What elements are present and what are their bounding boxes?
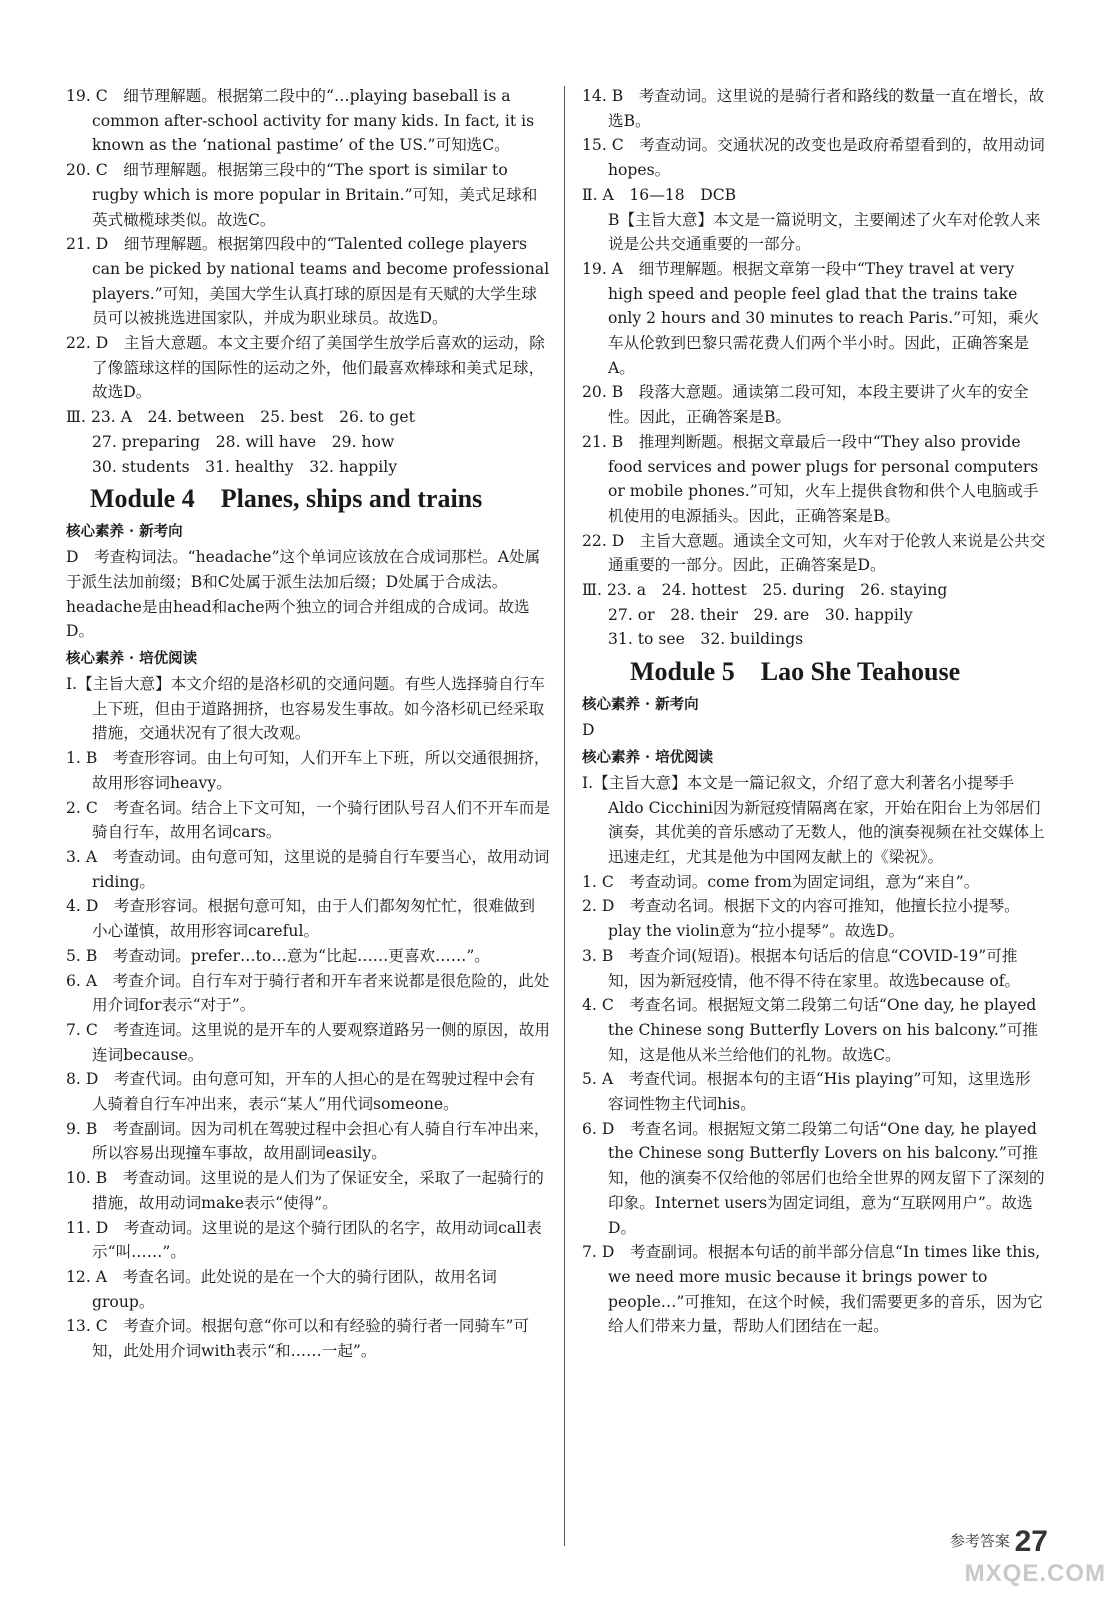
module-title: Module 5 Lao She Teahouse bbox=[630, 657, 961, 687]
answer-item: 21. D 细节理解题。根据第四段中的“Talented college players can be picked by national teams and become professional players.”可知，美国大学生认真打球的原因是有天赋的大学生球员可以被挑选进国家队，并成为职业球员。故选D。 bbox=[66, 235, 550, 328]
answer-item: 5. B 考查动词。prefer…to…意为“比起……更喜欢……”。 bbox=[66, 946, 490, 965]
answer-item: 9. B 考查副词。因为司机在驾驶过程中会担心有人骑自行车冲出来，所以容易出现撞车事故，故用副词easily。 bbox=[66, 1119, 550, 1163]
section-item: Ⅰ.【主旨大意】本文是一篇记叙文，介绍了意大利著名小提琴手Aldo Cicchini因为新冠疫情隔离在家，开始在阳台上为邻居们演奏，其优美的音乐感动了无数人，他的演奏视频在社交媒体上迅速走红，尤其是他为中国网友献上的《梁祝》。 bbox=[582, 773, 1045, 866]
section-item: Ⅱ. A 16—18 DCB bbox=[582, 185, 737, 204]
watermark: MXQE.COM bbox=[964, 1560, 1106, 1587]
answer-paragraph: D bbox=[582, 721, 595, 740]
answer-line: 27. or 28. their 29. are 30. happily bbox=[608, 605, 913, 624]
footer-label: 参考答案 bbox=[949, 1532, 1010, 1550]
answer-item: 20. B 段落大意题。通读第二段可知，本段主要讲了火车的安全性。因此，正确答案是B。 bbox=[582, 383, 1029, 427]
answer-item: 8. D 考查代词。由句意可知，开车的人担心的是在驾驶过程中会有人骑着自行车冲出来，表示“某人”用代词someone。 bbox=[66, 1070, 535, 1114]
answer-item: 1. C 考查动词。come from为固定词组，意为“来自”。 bbox=[582, 872, 980, 891]
answer-line: 27. preparing 28. will have 29. how bbox=[92, 432, 395, 451]
answer-item: 4. D 考查形容词。根据句意可知，由于人们都匆匆忙忙，很难做到小心谨慎，故用形容词careful。 bbox=[66, 897, 535, 941]
answer-item: 22. D 主旨大意题。本文主要介绍了美国学生放学后喜欢的运动，除了像篮球这样的国际性的运动之外，他们最喜欢棒球和美式足球，故选D。 bbox=[66, 334, 545, 402]
section-item: Ⅰ.【主旨大意】本文介绍的是洛杉矶的交通问题。有些人选择骑自行车上下班，但由于道路拥挤，也容易发生事故。如今洛杉矶已经采取措施，交通状况有了很大改观。 bbox=[66, 675, 545, 743]
answer-item: 2. C 考查名词。结合上下文可知，一个骑行团队号召人们不开车而是骑自行车，故用名词cars。 bbox=[66, 798, 550, 842]
answer-line: 30. students 31. healthy 32. happily bbox=[92, 457, 398, 476]
section-item: Ⅲ. 23. a 24. hottest 25. during 26. staying bbox=[582, 581, 948, 600]
section-header: 核心素养 · 新考向 bbox=[582, 696, 699, 714]
section-header: 核心素养 · 新考向 bbox=[66, 523, 183, 541]
section-item: Ⅲ. 23. A 24. between 25. best 26. to get bbox=[66, 408, 415, 427]
answer-item: 13. C 考查介词。根据句意“你可以和有经验的骑行者一同骑车”可知，此处用介词with表示“和……一起”。 bbox=[66, 1317, 530, 1361]
section-header: 核心素养 · 培优阅读 bbox=[582, 748, 714, 766]
right-column bbox=[582, 84, 1046, 1339]
answer-item: 15. C 考查动词。交通状况的改变也是政府希望看到的，故用动词hopes。 bbox=[582, 136, 1045, 180]
answer-item: 19. A 细节理解题。根据文章第一段中“They travel at very high speed and people feel glad that the trains take only 2 hours and 30 minutes to reach Paris.”可知，乘火车从伦敦到巴黎只需花费人们两个半小时。因此，正确答案是A。 bbox=[582, 259, 1040, 377]
answer-item: 3. B 考查介词(短语)。根据本句话后的信息“COVID-19”可推知，因为新冠疫情，他不得不待在家里。故选because of。 bbox=[582, 946, 1021, 990]
left-column bbox=[66, 84, 550, 1364]
page-number: 27 bbox=[1014, 1525, 1048, 1558]
answer-item: 4. C 考查名词。根据短文第二段第二句话“One day, he played the Chinese song Butterfly Lovers on his balcony.”可推知，这是他从米兰给他们的礼物。故选C。 bbox=[582, 996, 1039, 1064]
answer-item: 5. A 考查代词。根据本句的主语“His playing”可知，这里选形容词性物主代词his。 bbox=[582, 1070, 1031, 1114]
answer-paragraph: D 考查构词法。“headache”这个单词应该放在合成词那栏。A处属于派生法加前缀；B和C处属于派生法加后缀；D处属于合成法。headache是由head和ache两个独立的词合并组成的合成词。故选D。 bbox=[66, 548, 541, 641]
answer-item: 19. C 细节理解题。根据第二段中的“…playing baseball is a common after-school activity for many kids. In fact, it is known as the ‘national pastime’ of the US.”可知选C。 bbox=[66, 87, 535, 155]
answer-item: 11. D 考查动词。这里说的是这个骑行团队的名字，故用动词call表示“叫……”。 bbox=[66, 1218, 542, 1262]
answer-item: 6. A 考查介词。自行车对于骑行者和开车者来说都是很危险的，此处用介词for表示“对于”。 bbox=[66, 971, 550, 1015]
answer-item: 12. A 考查名词。此处说的是在一个大的骑行团队，故用名词group。 bbox=[66, 1267, 497, 1311]
answer-item: 3. A 考查动词。由句意可知，这里说的是骑自行车要当心，故用动词riding。 bbox=[66, 847, 550, 891]
section-header: 核心素养 · 培优阅读 bbox=[66, 650, 198, 668]
answer-item: 14. B 考查动词。这里说的是骑行者和路线的数量一直在增长，故选B。 bbox=[582, 87, 1045, 130]
answer-item: 22. D 主旨大意题。通读全文可知，火车对于伦敦人来说是公共交通重要的一部分。因此，正确答案是D。 bbox=[582, 531, 1046, 575]
answer-item: 21. B 推理判断题。根据文章最后一段中“They also provide food services and power plugs for personal computers or mobile phones.”可知，火车上提供食物和供个人电脑或手机使用的电源插头。因此，正确答案是B。 bbox=[582, 432, 1039, 525]
page-footer bbox=[950, 1525, 1048, 1559]
module-title: Module 4 Planes, ships and trains bbox=[90, 484, 483, 514]
answer-item: 1. B 考查形容词。由上句可知，人们开车上下班，所以交通很拥挤，故用形容词heavy。 bbox=[66, 749, 550, 792]
answer-item: 2. D 考查动名词。根据下文的内容可推知，他擅长拉小提琴。play the violin意为“拉小提琴”。故选D。 bbox=[582, 897, 1020, 941]
column-divider bbox=[564, 86, 565, 1546]
answer-item: 6. D 考查名词。根据短文第二段第二句话“One day, he played the Chinese song Butterfly Lovers on his balcony.”可推知，他的演奏不仅给他的邻居们也给全世界的网友留下了深刻的印象。Internet users为固定词组，意为“互联网用户”。故选D。 bbox=[582, 1119, 1045, 1237]
answer-item: 7. D 考查副词。根据本句话的前半部分信息“In times like this, we need more music because it brings power to people…”可推知，在这个时候，我们需要更多的音乐，因为它给人们带来力量，帮助人们团结在一起。 bbox=[582, 1243, 1044, 1336]
answer-line: 31. to see 32. buildings bbox=[608, 630, 804, 649]
answer-item: 10. B 考查动词。这里说的是人们为了保证安全，采取了一起骑行的措施，故用动词make表示“使得”。 bbox=[66, 1169, 544, 1212]
answer-item: 7. C 考查连词。这里说的是开车的人要观察道路另一侧的原因，故用连词because。 bbox=[66, 1020, 550, 1064]
answer-item: 20. C 细节理解题。根据第三段中的“The sport is similar to rugby which is more popular in Britain.”可知，美式足球和英式橄榄球类似。故选C。 bbox=[66, 161, 538, 229]
answer-line: B【主旨大意】本文是一篇说明文，主要阐述了火车对伦敦人来说是公共交通重要的一部分。 bbox=[608, 210, 1041, 254]
